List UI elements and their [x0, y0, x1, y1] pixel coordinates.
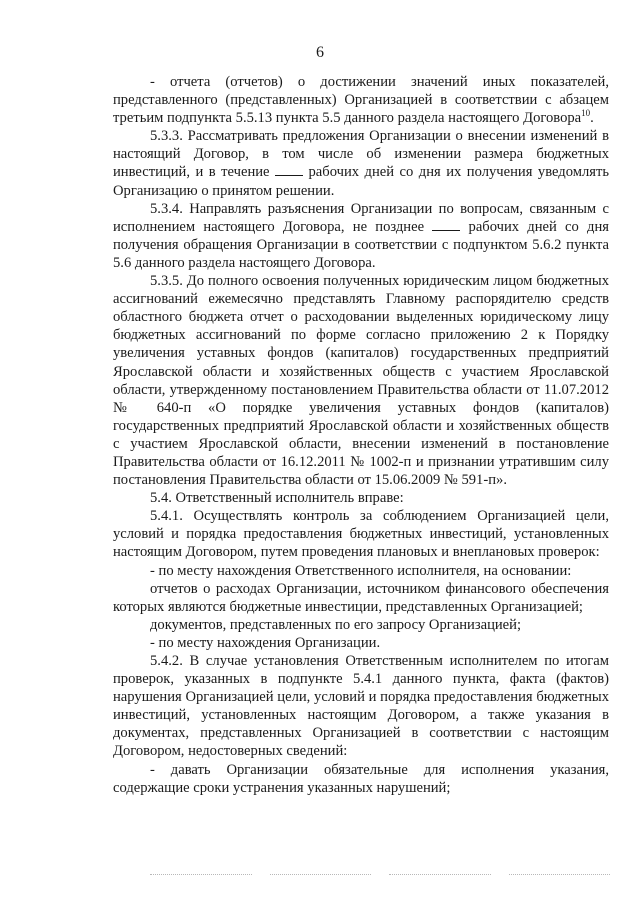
footnote-marker: 10	[581, 108, 591, 119]
paragraph-location-executor: - по месту нахождения Ответственного исполнителя, на основании:	[150, 562, 572, 579]
paragraph-report-indicators	[113, 73, 609, 127]
paragraph-location-organization: - по месту нахождения Организации.	[150, 634, 381, 651]
paragraph-text: 5.3.4. Направлять разъяснения Организации по вопросам, связанным с исполнением настоящего Договора, не позднее	[113, 200, 609, 235]
footer-dotted-line	[509, 874, 611, 876]
footer-dotted-line	[270, 874, 372, 876]
paragraph-requested-documents: документов, представленных по его запросу Организацией;	[150, 616, 522, 633]
document-body	[113, 73, 609, 797]
paragraph-mandatory-instructions: - давать Организации обязательные для исполнения указания, содержащие сроки устранения указанных нарушений;	[113, 761, 609, 796]
paragraph-text-end: .	[590, 110, 594, 127]
paragraph-5-4: 5.4. Ответственный исполнитель вправе:	[150, 490, 404, 507]
page-number: 6	[316, 44, 324, 61]
blank-field	[275, 164, 303, 176]
paragraph-expense-reports: отчетов о расходах Организации, источником финансового обеспечения которых являются бюджетные инвестиции, представленных Организацией;	[113, 580, 609, 615]
paragraph-text-end: рабочих дней со дня получения обращения Организации в соответствии с подпунктом 5.6.2 пункта 5.6 данного раздела настоящего Договора.	[113, 218, 609, 271]
paragraph-5-4-1: 5.4.1. Осуществлять контроль за соблюдением Организацией цели, условий и порядка предоставления бюджетных инвестиций, установленных настоящим Договором, путем проведения плановых и внеплановых проверок:	[113, 508, 609, 561]
paragraph-5-3-4	[113, 200, 609, 272]
blank-field	[432, 219, 460, 231]
paragraph-text-end: рабочих дней со дня их получения уведомлять Организацию о принятом решении.	[113, 164, 609, 199]
footer-dotted-line	[150, 874, 252, 876]
paragraph-5-3-3	[113, 127, 609, 199]
footer-scan-artifacts	[150, 874, 610, 880]
footer-dotted-line	[389, 874, 491, 876]
paragraph-5-4-2: 5.4.2. В случае установления Ответственным исполнителем по итогам проверок, указанных в подпункте 5.4.1 данного пункта, факта (фактов) нарушения Организацией цели, условий и порядка предоставления бюджетных инвестиций, установленных настоящим Договором, а также указания в документах, представленных Организацией в соответствии с настоящим Договором, недостоверных сведений:	[113, 653, 609, 760]
paragraph-text: 5.3.3. Рассматривать предложения Организации о внесении изменений в настоящий Договор, в том числе об изменении размера бюджетных инвестиций, и в течение	[113, 128, 609, 181]
paragraph-text: - отчета (отчетов) о достижении значений иных показателей, представленного (представленных) Организацией в соответствии с абзацем третьим подпункта 5.5.13 пункта 5.5 данного раздела настоящего Договора	[113, 74, 609, 127]
paragraph-5-3-5: 5.3.5. До полного освоения полученных юридическим лицом бюджетных ассигнований ежемесячно представлять Главному распорядителю средств областного бюджета отчет о расходовании выделенных юридическому лицу бюджетных ассигнований по форме согласно приложению 2 к Порядку увеличения уставных фондов (капиталов) государственных предприятий Ярославской области и хозяйственных обществ с участием Ярославской области, утвержденному постановлением Правительства области от 11.07.2012 № 640-п «О порядке увеличения уставных фондов (капиталов) государственных предприятий Ярославской области и хозяйственных обществ с участием Ярославской области, внесении изменений в постановление Правительства области от 16.12.2011 № 1002-п и признании утратившим силу постановления Правительства области от 15.06.2009 № 591-п».	[113, 273, 609, 489]
